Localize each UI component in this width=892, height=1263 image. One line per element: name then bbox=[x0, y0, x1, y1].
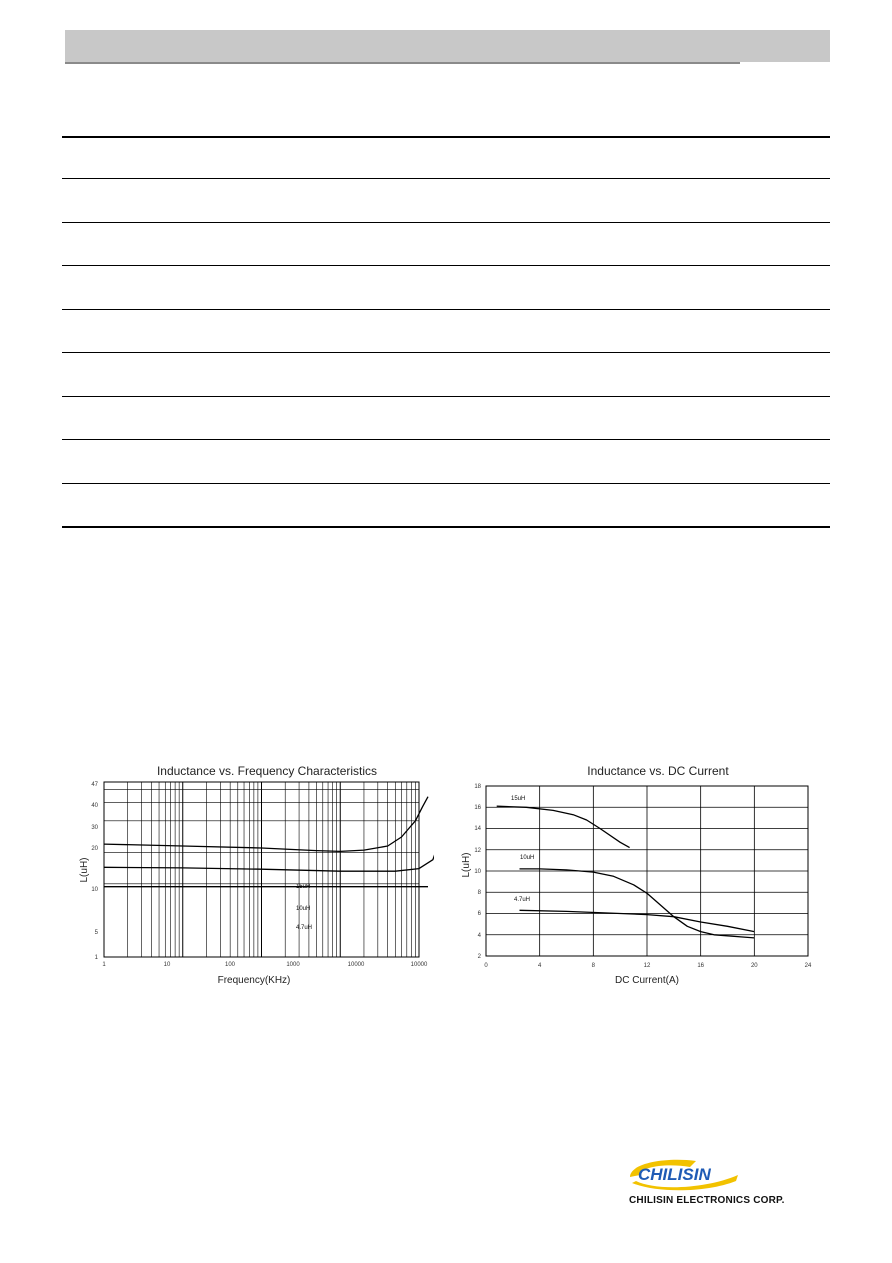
table-row bbox=[62, 178, 830, 179]
y-tick-label: 12 bbox=[474, 848, 481, 854]
chilisin-logo-icon bbox=[626, 1155, 746, 1191]
y-tick-label: 2 bbox=[477, 954, 481, 960]
header-underline bbox=[65, 62, 740, 64]
logo-brand-text: CHILISIN bbox=[638, 1165, 711, 1184]
y-tick-label: 30 bbox=[91, 825, 98, 831]
table-row bbox=[62, 396, 830, 397]
series-line-15uh bbox=[104, 797, 428, 852]
x-tick-label: 10000 bbox=[410, 962, 428, 968]
x-tick-labels bbox=[102, 962, 428, 968]
y-tick-labels bbox=[91, 782, 98, 961]
series-label-15uh: 15uH bbox=[296, 884, 311, 890]
x-tick-label: 12 bbox=[643, 963, 651, 969]
series-label-10uh: 10uH bbox=[296, 906, 311, 912]
series-label-4-7uh: 4.7uH bbox=[514, 897, 531, 903]
y-tick-label: 47 bbox=[91, 782, 98, 788]
table-rule-top bbox=[62, 136, 830, 138]
plot-area bbox=[104, 782, 434, 957]
y-tick-label: 4 bbox=[477, 933, 481, 939]
y-tick-label: 40 bbox=[91, 803, 98, 809]
series-lines bbox=[104, 782, 434, 887]
x-tick-label: 100 bbox=[224, 962, 236, 968]
gridlines bbox=[486, 786, 808, 956]
x-tick-labels bbox=[484, 963, 812, 969]
table-row bbox=[62, 352, 830, 353]
inductance-vs-frequency-chart bbox=[74, 760, 434, 990]
series-labels bbox=[296, 884, 312, 931]
table-row bbox=[62, 265, 830, 266]
y-tick-label: 10 bbox=[474, 869, 481, 875]
y-tick-label: 14 bbox=[474, 826, 481, 832]
series-line-10uh bbox=[520, 869, 755, 938]
spec-table bbox=[62, 136, 830, 528]
table-row bbox=[62, 439, 830, 440]
y-tick-label: 18 bbox=[474, 784, 481, 790]
series-label-4-7uh: 4.7uH bbox=[296, 925, 313, 931]
x-tick-label: 1 bbox=[102, 962, 106, 968]
x-tick-label: 0 bbox=[484, 963, 488, 969]
table-row bbox=[62, 483, 830, 484]
chart-title: Inductance vs. DC Current bbox=[587, 764, 729, 778]
table-row bbox=[62, 309, 830, 310]
series-label-15uh: 15uH bbox=[511, 796, 526, 802]
y-tick-label: 5 bbox=[94, 930, 98, 936]
plot-area bbox=[486, 786, 808, 956]
company-logo bbox=[626, 1155, 826, 1211]
x-axis-label: Frequency(KHz) bbox=[217, 975, 291, 986]
series-lines bbox=[497, 806, 755, 938]
y-tick-label: 1 bbox=[94, 955, 98, 961]
y-tick-labels bbox=[474, 784, 481, 960]
x-tick-label: 16 bbox=[697, 963, 705, 969]
y-tick-label: 20 bbox=[91, 846, 98, 852]
y-axis-label: L(uH) bbox=[461, 852, 472, 878]
y-tick-label: 16 bbox=[474, 805, 481, 811]
chart-title: Inductance vs. Frequency Characteristics bbox=[156, 764, 378, 778]
x-tick-label: 24 bbox=[804, 963, 812, 969]
x-axis-label: DC Current(A) bbox=[615, 975, 679, 986]
x-tick-label: 1000 bbox=[286, 962, 300, 968]
y-tick-label: 6 bbox=[477, 911, 481, 917]
x-tick-label: 8 bbox=[591, 963, 595, 969]
series-line-15uh bbox=[497, 806, 630, 847]
x-tick-label: 10 bbox=[163, 962, 171, 968]
series-line-10uh bbox=[104, 782, 434, 871]
company-name: CHILISIN ELECTRONICS CORP. bbox=[629, 1195, 785, 1206]
table-row bbox=[62, 222, 830, 223]
table-rule-bottom bbox=[62, 526, 830, 528]
page-header-bar bbox=[65, 30, 830, 62]
x-tick-label: 4 bbox=[538, 963, 542, 969]
x-tick-label: 10000 bbox=[347, 962, 365, 968]
inductance-vs-dc-current-chart bbox=[456, 760, 816, 990]
y-tick-label: 8 bbox=[477, 890, 481, 896]
y-axis-label: L(uH) bbox=[79, 857, 90, 883]
x-tick-label: 20 bbox=[750, 963, 758, 969]
y-tick-label: 10 bbox=[91, 887, 98, 893]
series-label-10uh: 10uH bbox=[520, 855, 535, 861]
